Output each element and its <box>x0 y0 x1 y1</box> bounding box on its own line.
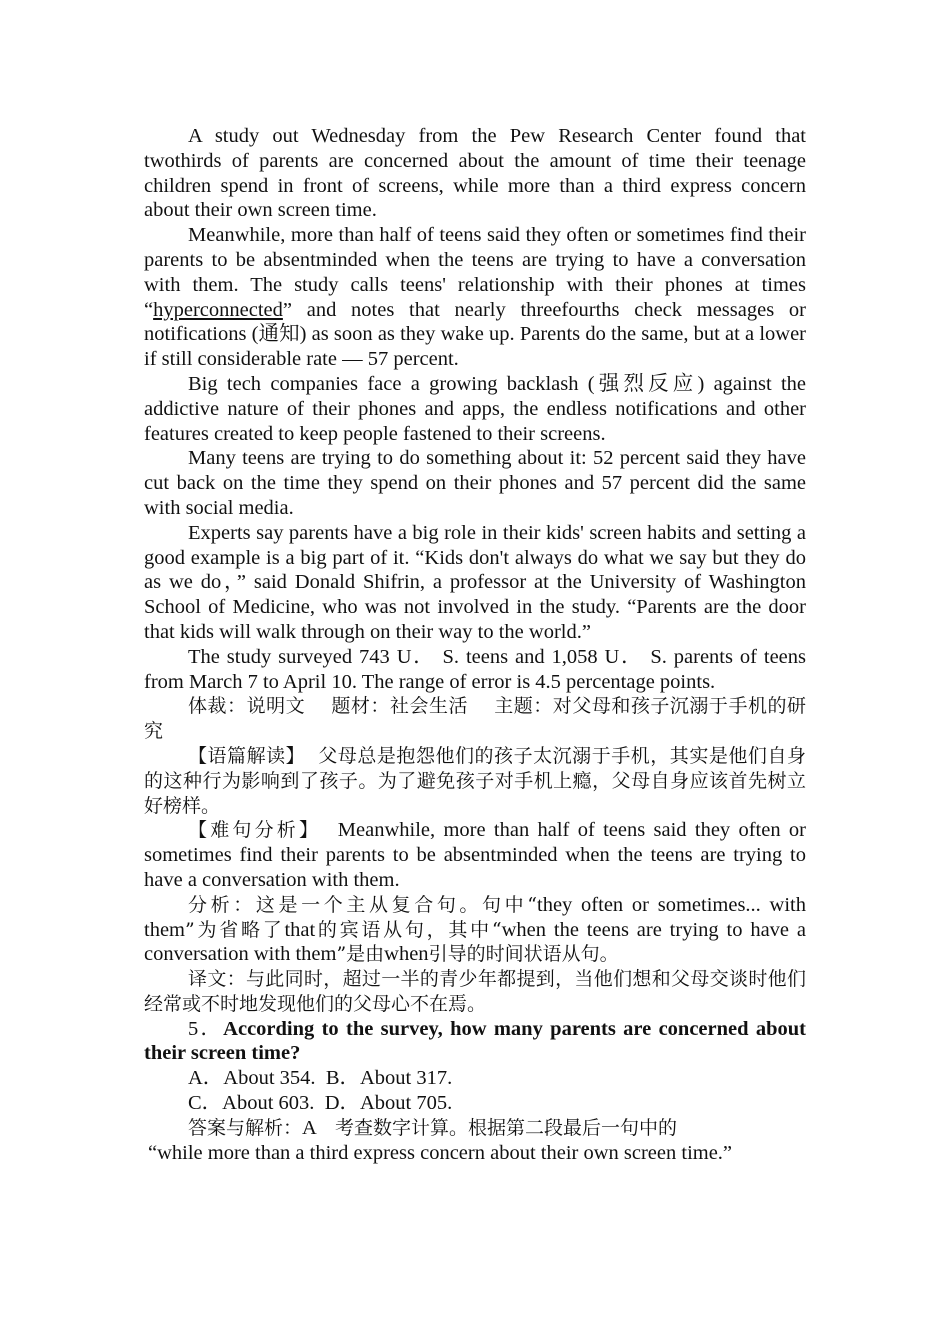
analysis-text-5: 引导的时间状语从句。 <box>428 943 619 966</box>
question-text: According to the survey, how many parents are concerned about their screen time? <box>144 1017 806 1065</box>
option-c: C．About 603. <box>188 1092 315 1115</box>
translation-note <box>144 967 806 1017</box>
theme-label: 主题： <box>494 695 553 718</box>
question-number: 5． <box>188 1017 224 1040</box>
analysis-en-3: when the teens are trying to have a conversation with them <box>144 918 806 966</box>
answer-quote-line <box>144 1141 806 1166</box>
analysis-text-1: 这是一个主从复合句。句中“ <box>255 893 538 916</box>
analysis-text-3: 的宾语从句，其中“ <box>315 918 502 941</box>
reading-label: 【语篇解读】 <box>188 744 306 767</box>
answer-text: 考查数字计算。根据第二段最后一句中的 <box>334 1116 677 1139</box>
translation-label: 译文： <box>188 968 246 991</box>
option-a: A．About 354. <box>188 1067 316 1090</box>
question-options-cd <box>144 1091 806 1116</box>
question-5 <box>144 1017 806 1067</box>
genre-label: 体裁： <box>188 695 247 718</box>
answer-explanation <box>144 1116 806 1141</box>
hard-sentence-note <box>144 818 806 892</box>
genre-topic-theme-line <box>144 694 806 744</box>
answer-letter: A <box>302 1116 317 1139</box>
answer-quote: “while more than a third express concern about their own screen time.” <box>148 1141 733 1164</box>
passage-paragraph-1: A study out Wednesday from the Pew Research Center found that twothirds of parents are concerned about the amount of time their teenage children spend in front of screens, while more than a third express concern about their own screen time. <box>144 125 806 222</box>
passage-paragraph-2-start: Meanwhile, more than half of teens said they often or sometimes find their parents to be absentminded when the teens are trying to have a conversation with them. The study calls teens' relationship with their phones at times “ <box>144 224 806 321</box>
hard-sentence-text: Meanwhile, more than half of teens said they often or sometimes find their parents to be absentminded when the teens are trying to have a conversation with them. <box>144 819 806 891</box>
topic-value: 社会生活 <box>389 695 468 718</box>
document-page <box>144 124 806 1165</box>
passage-paragraph-3: Big tech companies face a growing backlash (强烈反应) against the addictive nature of their phones and apps, the endless notifications and other features created to keep people fastened to their screens. <box>144 372 806 445</box>
passage-paragraph-2-end: ” and notes that nearly threefourths check messages or notifications (通知) as soon as they wake up. Parents do the same, but at a lower if still considerable rate — 57 percent. <box>144 298 806 371</box>
genre-value: 说明文 <box>246 695 306 718</box>
underlined-word: hyperconnected <box>153 298 283 321</box>
analysis-en-4: when <box>384 943 429 966</box>
analysis-text-2: ”为省略了 <box>185 918 285 941</box>
analysis-label: 分析： <box>188 893 256 916</box>
analysis-en-1: they often or sometimes... with them <box>144 893 806 941</box>
translation-text: 与此同时，超过一半的青少年都提到，当他们想和父母交谈时他们经常或不时地发现他们的父母心不在焉。 <box>144 968 806 1015</box>
answer-label: 答案与解析： <box>188 1116 303 1139</box>
hard-sentence-label: 【难句分析】 <box>188 819 322 842</box>
passage-paragraph-4: Many teens are trying to do something about it: 52 percent said they have cut back on the time they spend on their phones and 57 percent did the same with social media. <box>144 447 806 519</box>
passage-paragraph-5: Experts say parents have a big role in their kids' screen habits and setting a good example is a big part of it. “Kids don't always do what we say but they do as we do，” said Donald Shifrin, a professor at the University of Washington School of Medicine, who was not involved in the study. “Parents are the door that kids will walk through on their way to the world.” <box>144 521 806 643</box>
option-d: D．About 705. <box>324 1092 453 1115</box>
question-options-ab <box>144 1066 806 1091</box>
reading-text: 父母总是抱怨他们的孩子太沉溺于手机，其实是他们自身的这种行为影响到了孩子。为了避免孩子对手机上瘾，父母自身应该首先树立好榜样。 <box>144 744 806 817</box>
theme-value: 对父母和孩子沉溺于手机的研究 <box>144 695 806 743</box>
option-b: B．About 317. <box>325 1067 453 1090</box>
analysis-en-2: that <box>284 918 316 941</box>
passage-reading-note <box>144 744 806 818</box>
passage-paragraph-6: The study surveyed 743 U． S. teens and 1,058 U． S. parents of teens from March 7 to April 10. The range of error is 4.5 percentage points. <box>144 645 806 693</box>
passage-paragraph-2 <box>144 223 806 372</box>
topic-label: 题材： <box>331 695 390 718</box>
analysis-text-4: ”是由 <box>336 943 385 966</box>
analysis-note <box>144 893 806 967</box>
